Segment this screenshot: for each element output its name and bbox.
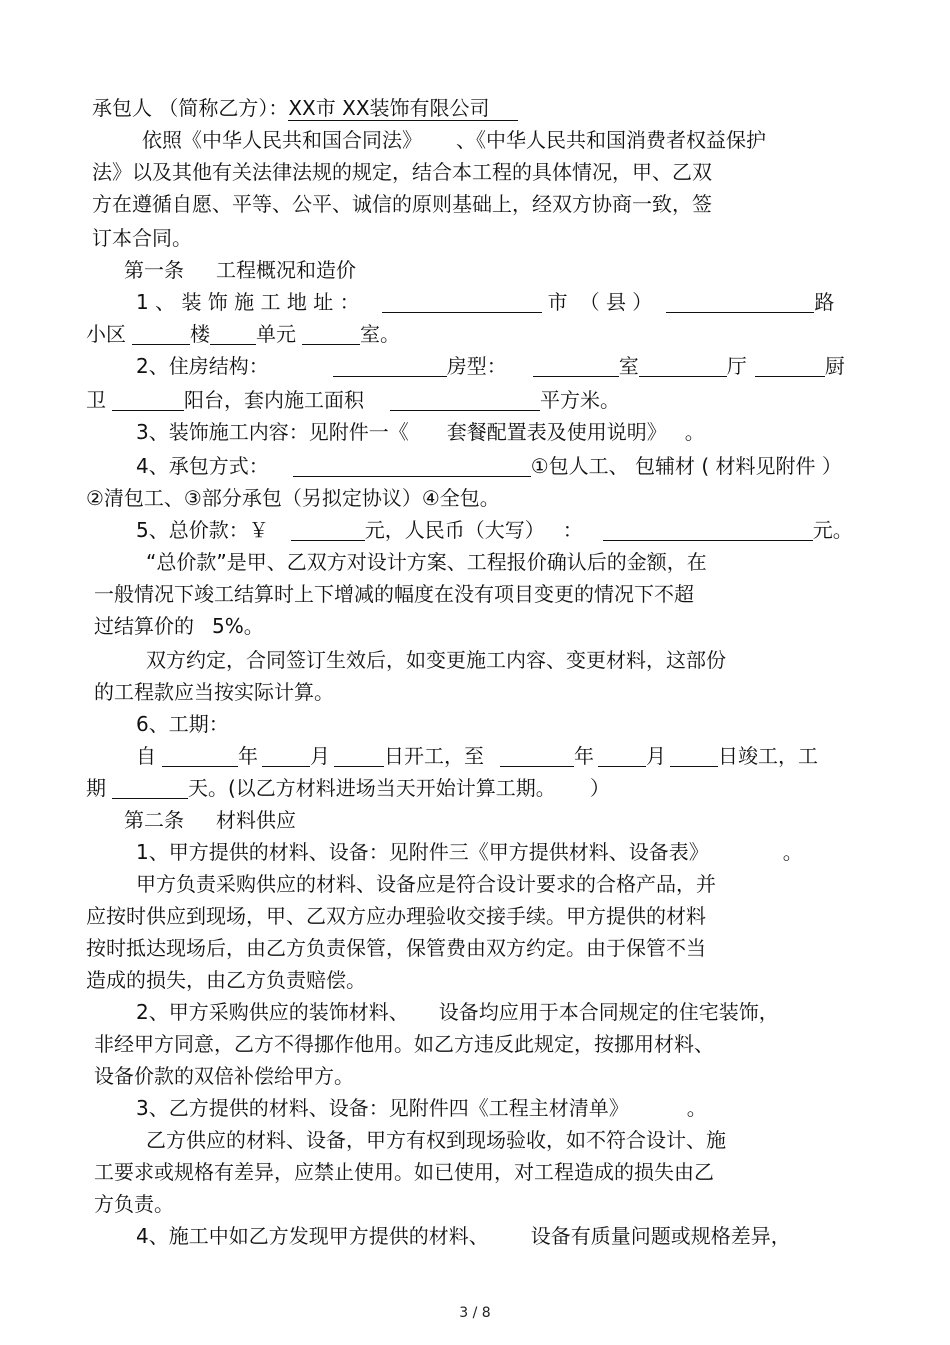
bath-blank[interactable] — [112, 388, 184, 411]
item-text: 3、装饰施工内容：见附件一《 — [136, 420, 409, 444]
hall-blank[interactable] — [639, 354, 727, 377]
a1-item6-label: 6、工期： — [136, 712, 229, 736]
item-text: 元。 — [812, 518, 853, 542]
contract-method-blank[interactable] — [293, 454, 531, 477]
item-text: 室 — [618, 354, 639, 378]
a1-item3 — [136, 418, 705, 446]
intro-line-3: 方在遵循自愿、平等、公平、诚信的原则基础上，经双方协商一致，签 — [92, 192, 712, 216]
note1-line1: “总价款”是甲、乙双方对设计方案、工程报价确认后的金额，在 — [146, 550, 707, 574]
contractor-name: XX市 XX装饰有限公司 — [288, 96, 517, 121]
item-text: 自 — [136, 744, 156, 768]
item-text: 期 — [86, 776, 106, 800]
note1-line3 — [94, 612, 264, 640]
item-label: 1 、 装 饰 施 工 地 址 ： — [136, 290, 360, 314]
area-blank[interactable] — [390, 388, 540, 411]
a2-item3 — [136, 1094, 707, 1122]
price-uppercase-blank[interactable] — [603, 518, 813, 541]
intro-line-2: 法》以及其他有关法律法规的规定，结合本工程的具体情况，甲、乙双 — [92, 160, 712, 184]
a2-p1-line4: 造成的损失，由乙方负责赔偿。 — [86, 968, 366, 992]
item-text: 。 — [686, 1096, 707, 1120]
item-text: 平方米。 — [540, 388, 620, 412]
a2-item4 — [136, 1222, 791, 1250]
a2-p3-line2: 工要求或规格有差异，应禁止使用。如已使用，对工程造成的损失由乙 — [94, 1160, 714, 1184]
item-text: 日开工，至 — [384, 744, 484, 768]
note2-line2: 的工程款应当按实际计算。 — [94, 680, 334, 704]
item-text: ①包人工、 包辅材 ( 材料见附件 ） — [530, 454, 842, 478]
start-day-blank[interactable] — [334, 744, 384, 767]
item-text: 楼 — [190, 322, 210, 346]
a2-p3-line1: 乙方供应的材料、设备，甲方有权到现场验收，如不符合设计、施 — [146, 1128, 726, 1152]
page-number: 3 / 8 — [459, 1305, 491, 1321]
item-text: ） — [589, 776, 610, 800]
article-title: 材料供应 — [216, 808, 296, 832]
article-number: 第一条 — [124, 258, 184, 282]
article-title: 工程概况和造价 — [216, 258, 356, 282]
end-month-blank[interactable] — [598, 744, 646, 767]
a2-p1-line3: 按时抵达现场后，由乙方负责保管，保管费由双方约定。由于保管不当 — [86, 936, 706, 960]
address-blank[interactable] — [382, 290, 542, 313]
a1-item2-line1 — [136, 352, 845, 380]
item-text: 路 — [814, 290, 835, 314]
item-text: 小区 — [86, 322, 126, 346]
item-label: 2、住房结构： — [136, 354, 269, 378]
community-blank[interactable] — [132, 322, 190, 345]
structure-blank[interactable] — [333, 354, 447, 377]
item-text: 天。(以乙方材料进场当天开始计算工期。 — [188, 776, 556, 800]
kitchen-blank[interactable] — [755, 354, 825, 377]
a1-item4-line2: ②清包工、③部分承包（另拟定协议）④全包。 — [86, 486, 500, 510]
price-blank[interactable] — [291, 518, 365, 541]
a1-item2-line2 — [86, 386, 620, 414]
item-text: 年 — [574, 744, 594, 768]
a2-p1-line2: 应按时供应到现场，甲、乙双方应办理验收交接手续。甲方提供的材料 — [86, 904, 706, 928]
note2-line1: 双方约定，合同签订生效后，如变更施工内容、变更材料，这部份 — [146, 648, 726, 672]
contractor-label: 承包人 （简称乙方）： — [92, 96, 289, 120]
item-text: 5%。 — [212, 614, 264, 638]
intro-text: 、《中华人民共和国消费者权益保护 — [456, 128, 766, 152]
building-blank[interactable] — [210, 322, 256, 345]
a1-item1-line1 — [136, 288, 834, 316]
a2-p3-line3: 方负责。 — [94, 1192, 174, 1216]
item-text: 厅 — [726, 354, 747, 378]
note1-line2: 一般情况下竣工结算时上下增减的幅度在没有项目变更的情况下不超 — [94, 582, 694, 606]
a1-item6-line1 — [136, 742, 818, 770]
item-text: 设备有质量问题或规格差异， — [530, 1224, 791, 1248]
item-text: 4、施工中如乙方发现甲方提供的材料、 — [136, 1224, 489, 1248]
item-text: 设备均应用于本合同规定的住宅装饰， — [438, 1000, 779, 1024]
intro-text: 依照《中华人民共和国合同法》 — [142, 128, 422, 152]
item-text: 元，人民币（大写） — [364, 518, 545, 542]
item-text: 。 — [782, 840, 803, 864]
unit-blank[interactable] — [302, 322, 360, 345]
item-text: 房型： — [446, 354, 507, 378]
a2-item1 — [136, 838, 803, 866]
item-text: 过结算价的 — [94, 614, 194, 638]
item-text: 年 — [238, 744, 258, 768]
contractor-line — [92, 94, 518, 122]
a1-item6-line2 — [86, 774, 610, 802]
duration-blank[interactable] — [112, 776, 188, 799]
item-label: 4、承包方式： — [136, 454, 269, 478]
item-text: 5、总价款：￥ — [136, 518, 269, 542]
item-text: 月 — [646, 744, 666, 768]
article2-heading — [124, 806, 296, 834]
item-text: 套餐配置表及使用说明》 — [446, 420, 667, 444]
a2-item2-line1 — [136, 998, 779, 1026]
item-text: 。 — [684, 420, 705, 444]
intro-line-4: 订本合同。 — [92, 226, 192, 250]
item-text: 阳台，套内施工面积 — [184, 388, 364, 412]
item-text: ： — [562, 518, 583, 542]
article-number: 第二条 — [124, 808, 184, 832]
end-year-blank[interactable] — [500, 744, 574, 767]
end-day-blank[interactable] — [670, 744, 718, 767]
intro-line-1 — [142, 126, 766, 154]
item-text: 月 — [310, 744, 330, 768]
item-text: 1、甲方提供的材料、设备：见附件三《甲方提供材料、设备表》 — [136, 840, 709, 864]
a1-item5 — [136, 516, 853, 544]
road-blank[interactable] — [666, 290, 814, 313]
item-text: （ 县 ） — [579, 290, 653, 314]
room-blank[interactable] — [533, 354, 619, 377]
item-text: 单元 — [256, 322, 296, 346]
a1-item4-line1 — [136, 452, 842, 480]
a2-item2-line2: 非经甲方同意，乙方不得挪作他用。如乙方违反此规定，按挪用材料、 — [94, 1032, 714, 1056]
item-text: 厨 — [824, 354, 845, 378]
start-year-blank[interactable] — [162, 744, 238, 767]
item-text: 2、甲方采购供应的装饰材料、 — [136, 1000, 409, 1024]
article1-heading — [124, 256, 356, 284]
a2-p1-line1: 甲方负责采购供应的材料、设备应是符合设计要求的合格产品，并 — [136, 872, 716, 896]
item-text: 卫 — [86, 388, 106, 412]
item-text: 3、乙方提供的材料、设备：见附件四《工程主材清单》 — [136, 1096, 629, 1120]
item-text: 室。 — [360, 322, 400, 346]
start-month-blank[interactable] — [262, 744, 310, 767]
item-text: 市 — [547, 290, 568, 314]
a2-item2-line3: 设备价款的双倍补偿给甲方。 — [94, 1064, 354, 1088]
item-text: 日竣工，工 — [718, 744, 818, 768]
a1-item1-line2 — [86, 320, 400, 348]
